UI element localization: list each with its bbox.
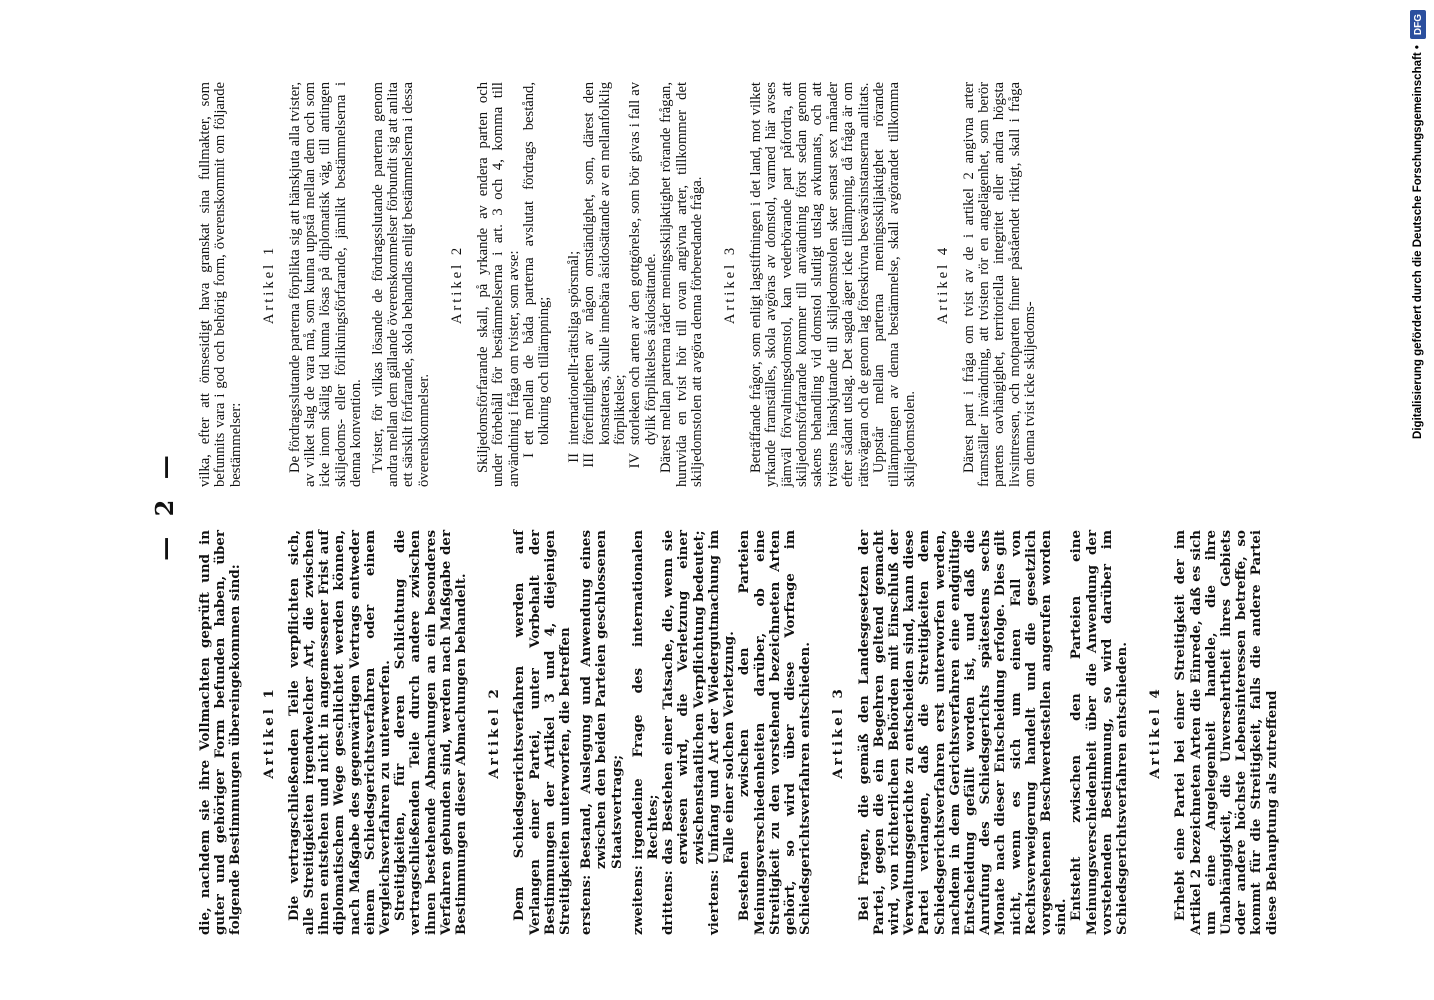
german-list-item [707, 530, 737, 935]
german-list-label: zweitens: [629, 865, 646, 935]
german-list-text: Bestand, Auslegung und Anwendung eines zwischen den beiden Parteien geschlossenen Staatsvertrags; [578, 530, 625, 869]
swedish-list-text: förefintligheten av någon omständighet, som, därest den konstateras, skulle innebära åsidosättande av en mellanfolklig förpliktelse; [581, 82, 628, 445]
german-article-1-paragraph: Die vertragschließenden Teile verpflichten sich, alle Streitigkeiten irgendwelcher Art, die zwischen ihnen entstehen und nicht in angemessener Frist auf diplomatischem Wege geschlichtet werden können, nach Maßgabe des gegenwärtigen Vertrags entweder einem Schiedsgerichtsverfahren oder einem Vergleichsverfahren zu unterwerfen. [285, 530, 394, 935]
german-column [198, 530, 1398, 935]
document-page [150, 75, 1410, 935]
german-list-label: drittens: [660, 870, 677, 935]
swedish-article-3-paragraph: Beträffande frågor, som enligt lagstiftningen i det land, mot vilket yrkande framställes, skola avgöras av domstol, varmed här avses jämväl förvaltningsdomstol, kan vederbörande part påfordra, att skiljedomsförfarande kommer till användning först sedan genom sakens behandling vid domstol slutligt utslag avkunnats, och att tvistens hänskjutande till skiljedomstolen sker senast sex månader efter sådant utslag. Det sagda äger icke tillämpning, då fråga är om rättsvägran och de genom lag föreskrivna besvärsinstanserna anlitats. [747, 82, 872, 487]
swedish-column [198, 82, 1398, 487]
swedish-article-3-heading: Artikel 3 [722, 244, 739, 325]
swedish-list-label: I [520, 453, 537, 458]
swedish-article-1-heading: Artikel 1 [261, 244, 278, 325]
page-number: — 2 — [150, 449, 179, 561]
german-article-4-paragraph: Erhebt eine Partei bei einer Streitigkeit der im Artikel 2 bezeichneten Arten die Einrede, daß es sich um eine Angelegenheit handele, die ihre Unabhängigkeit, die Unversehrtheit ihres Gebiets oder andere höchste Lebensinteressen betreffe, so kommt für die Streitigkeit, falls die andere Partei diese Behauptung als zutreffend [1172, 530, 1280, 935]
dfg-logo: DFG [1410, 10, 1426, 39]
german-article-1-heading: Artikel 1 [260, 686, 277, 779]
german-list-text: das Bestehen einer Tatsache, die, wenn sie erwiesen wird, die Verletzung einer zwischenstaatlichen Verpflichtung bedeutet; [660, 530, 707, 865]
swedish-list-label: II [565, 453, 582, 463]
german-list-label: erstens: [578, 874, 595, 935]
swedish-list-text: internationellt-rättsliga spörsmål; [565, 250, 582, 445]
swedish-list-item [567, 82, 582, 487]
swedish-article-4-heading: Artikel 4 [935, 244, 952, 325]
german-list-item [661, 530, 707, 935]
swedish-list-text: storleken och arten av den gottgörelse, som bör givas i fall av dylik förpliktelses åsidosättande. [627, 82, 659, 445]
german-list-item [579, 530, 625, 935]
swedish-list-label: IV [627, 453, 644, 469]
german-list-item [631, 530, 661, 935]
german-list-label: viertens: [705, 869, 722, 935]
german-article-3-paragraph: Bei Fragen, die gemäß den Landesgesetzen der Partei, gegen die ein Begehren geltend gemacht wird, von richterlichen Behörden mit Einschluß der Verwaltungsgerichte zu entscheiden sind, kann diese Partei verlangen, daß die Streitigkeiten dem Schiedsgerichtsverfahren erst unterworfen werden, nachdem in dem Gerichtsverfahren eine endgültige Entscheidung gefällt worden ist, und daß die Anrufung des Schiedsgerichts spätestens sechs Monate nach dieser Entscheidung erfolge. Dies gilt nicht, wenn es sich um einen Fall von Rechtsverweigerung handelt und die gesetzlich vorgesehenen Beschwerdestellen angerufen worden sind. [855, 530, 1070, 935]
swedish-list-item [628, 82, 659, 487]
german-article-3-heading: Artikel 3 [830, 686, 847, 779]
swedish-list-item [582, 82, 628, 487]
swedish-list-label: III [581, 453, 598, 468]
swedish-intro: vilka, efter att ömsesidigt hava granskat sina fullmakter, som befunnits vara i god och behörig form, överenskommit om följande bestämmelser: [197, 82, 244, 487]
swedish-article-1-paragraph: Tvister, för vilkas lösande de fördragsslutande parterna genom andra mellan dem gällande överenskommelser förbundit sig att anlita ett särskilt förfarande, skola behandlas enligt bestämmelserna i dessa överenskommelser. [369, 82, 432, 487]
german-article-2-paragraph: Bestehen zwischen den Parteien Meinungsverschiedenheiten darüber, ob eine Streitigkeit zu den vorstehend bezeichneten Arten gehört, so wird über diese Vorfrage im Schiedsgerichtsverfahren entschieden. [736, 530, 814, 935]
swedish-article-3-paragraph: Uppstår mellan parterna meningsskiljaktighet rörande tillämpningen av denna bestämmelse, skall avgörandet tillkomma skiljedomstolen. [871, 82, 918, 487]
funding-stamp [1404, 10, 1432, 990]
german-article-4-heading: Artikel 4 [1147, 686, 1164, 779]
swedish-article-2-heading: Artikel 2 [449, 244, 466, 325]
german-intro: die, nachdem sie ihre Vollmachten geprüft und in guter und gehöriger Form befunden haben, über folgende Bestimmungen übereingekommen sind: [197, 530, 244, 935]
swedish-article-1-paragraph: De fördragsslutande parterna förplikta sig att hänskjuta alla tvister, av vilket slag de vara må, som kunna uppstå mellan dem och som icke inom skälig tid kunna lösas på diplomatisk väg, till antingen skiljedoms- eller förlikningsförfarande, jämlikt bestämmelserna i denna konvention. [286, 82, 365, 487]
german-article-2-paragraph: Dem Schiedsgerichtsverfahren werden auf Verlangen einer Partei, unter Vorbehalt der Bestimmungen der Artikel 3 und 4, diejenigen Streitigkeiten unterworfen, die betreffen [511, 530, 574, 935]
german-article-3-paragraph: Entsteht zwischen den Parteien eine Meinungsverschiedenheit über die Anwendung der vorstehenden Bestimmung, so wird darüber im Schiedsgerichtsverfahren entschieden. [1068, 530, 1130, 935]
german-article-1-paragraph: Streitigkeiten, für deren Schlichtung die vertragschließenden Teile durch andere zwischen ihnen bestehende Abmachungen an ein besonderes Verfahren gebunden sind, werden nach Maßgabe der Bestimmungen dieser Abmachungen behandelt. [392, 530, 470, 935]
swedish-list-item [522, 82, 553, 487]
swedish-article-2-paragraph: Skiljedomsförfarande skall, på yrkande av endera parten och under förbehåll för bestämmelserna i art. 3 och 4, komma till användning i fråga om tvister, som avse: [474, 82, 522, 487]
german-list-text: Umfang und Art der Wiedergutmachung im Falle einer solchen Verletzung. [705, 530, 738, 864]
swedish-list-text: ett mellan de båda parterna avslutat fördrags bestånd, tolkning och tillämpning; [520, 82, 553, 445]
swedish-article-2-paragraph: Därest mellan parterna råder meningsskiljaktighet rörande frågan, huruvida en tvist hör till ovan angivna arter, tillkommer det skiljedomstolen att avgöra denna förberedande fråga. [658, 82, 705, 487]
funding-stamp-text: Digitalisierung gefördert durch die Deutsche Forschungsgemeinschaft • [1412, 45, 1424, 439]
german-list-text: irgendeine Frage des internationalen Rechtes; [629, 530, 662, 860]
swedish-article-4-paragraph: Därest part i fråga om tvist av de i artikel 2 angivna arter framställer invändning, att tvisten rör en angelägenhet, som berör partens oavhängighet, territoriella integritet eller andra högsta livsintressen, och motparten finner påståendet riktigt, skall i fråga om denna tvist icke skiljedoms- [960, 82, 1039, 487]
german-article-2-heading: Artikel 2 [486, 686, 503, 779]
